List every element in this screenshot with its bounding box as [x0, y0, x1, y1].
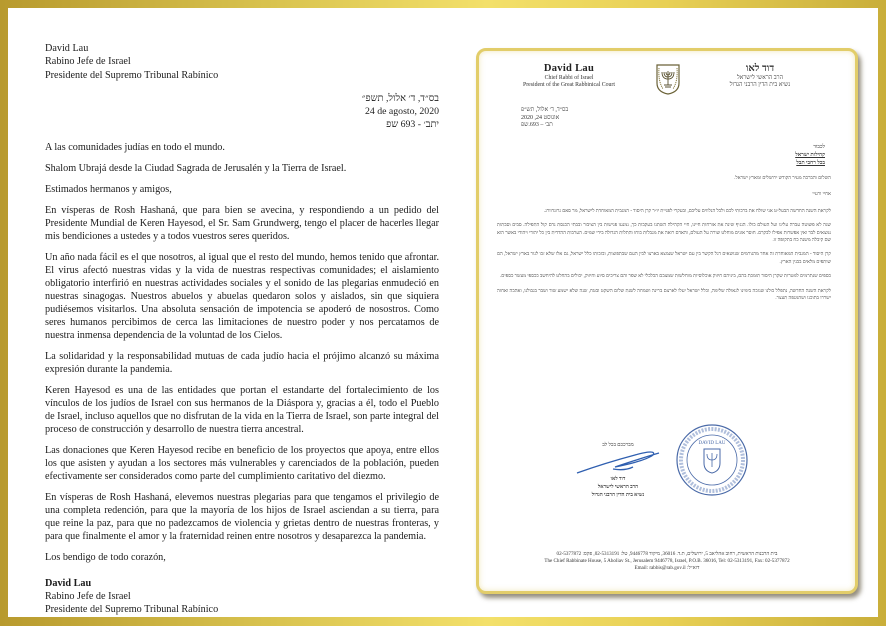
original-salutation: אחיי ורעיי — [812, 192, 831, 198]
body-paragraph: En vísperas de Rosh Hashaná, que para bien se avecina, y respondiendo a un pedido del Presidente Mundial de Keren Hayesod, el Sr. Sam Grundwerg, tengo el placer de hacerles llegar mis bendiciones a ustedes y a todos vuestros seres queridos. — [45, 204, 439, 242]
addressee-line: קהילות ישראל — [795, 152, 825, 158]
hebrew-date: בס״ד, ד׳ אלול, תשפ״ — [361, 92, 439, 104]
original-date-line: תב׳ – 693.שפ — [521, 122, 553, 129]
original-paragraph: לקראת השנה החדשה, נתפלל כולנו שנזכה בימינו לגאולה שלימה, וכלל ישראל יעלו לארצם ברינה ושמחה לשנת שלום השקט ובטח, שנה שלא ישמע שוד ושבר בגבולנו, ואהבה ואחוה ישררו בתוכנו ושהמגפה תעצר. — [497, 288, 831, 302]
official-seal-icon — [675, 423, 749, 497]
signature-block — [45, 577, 439, 617]
original-paragraph: קרן היסוד - המגבית המאוחדת זה אחד מהגורמים שנושאים דגל הקשר בין עם ישראל שנמצא בארצו לבין העם שבתפוצות, ובזכותו כלל ישראל, גם אלו שלא זכו לגור בארץ ישראל, הם שותפים מלאים בבנין הארץ. — [497, 252, 831, 265]
signature-name: David Lau — [45, 577, 92, 589]
footer-email: Email: rabbis@rab.gov.il :דוא״ל — [634, 565, 700, 572]
original-paragraph: שנה לא פשוטה עברה עלינו ועל העולם כולו. הנגיף שינה את אורחות חיינו, חיי הקהילה השתנו בעקבות כך, נמנעו פגישות בין הציבור ובבתי הכנסת נדם קול התפילה. סבים וסבתות נמצאים לבד ואין אפשרות אפילו לבקרם. חוסר אונים מוחלט שורה על העולם, והאדם רואה את מגבלות כוחו והתלות הגדולה בידי שמים. הערבות ההדדית בין כל יהודי ויהודי באשר הוא שם קיבלה משנה כח בתקופה זו. — [497, 223, 831, 244]
signature-line-he: נשיא בית הדין הרבני הגדול — [591, 492, 645, 498]
original-paragraph: לקראת השנה החדשה הבעל״ט אני שולח את ברכותי לכם ולכל הנלווים עליכם, ובעקרי לפניית יו״ר קרן היסוד - המגבית המאוחדת לישראל, מר סאם גרונדוורג. — [544, 208, 831, 214]
menorah-emblem-icon — [655, 63, 681, 95]
letterhead-title: Chief Rabbi of Israel — [544, 75, 594, 81]
body-paragraph: Keren Hayesod es una de las entidades que portan el estandarte del fortalecimiento de los vínculos de los judíos de Israel con sus hermanos de la Diáspora y, gracias a él, todo el Pueblo de Israel, incluso aquellos que no disfrutan de la vida en la Tierra de Israel, son parte integral del proceso de construcción y desarrollo de nuestra tierra ancestral. — [45, 384, 439, 435]
sender-block — [45, 42, 439, 82]
letterhead-hebrew — [705, 63, 815, 90]
original-signature — [563, 441, 673, 499]
letterhead-position: President of the Great Rabbinical Court — [523, 82, 615, 89]
gregorian-date: 24 de agosto, 2020 — [364, 106, 439, 118]
signature-line-he: דוד לאו — [610, 476, 626, 482]
salutation: Estimados hermanos y amigos, — [45, 183, 172, 195]
blessing-line: מברככם בכל לב — [602, 442, 634, 448]
original-body — [497, 175, 831, 309]
addressee-line: בכל רחבי תבל — [796, 160, 825, 166]
spanish-letter — [45, 42, 439, 617]
body-paragraph: En vísperas de Rosh Hashaná, elevemos nuestras plegarias para que tengamos el privilegio de una completa redención, para que la mayoría de los hijos de Israel asciendan a su tierra, para que reine la paz, para que no padezcamos de violencia y grietas dentro de nuestras fronteras, y para que finalmente el amor y la fraternidad reinen entre nosotros y desaparezca la pandemia. — [45, 491, 439, 542]
original-letter-image — [476, 48, 858, 594]
original-addressee — [795, 143, 825, 167]
letterhead-english — [509, 63, 629, 89]
original-date-line: 2020 ,24 אוגוסט — [521, 114, 560, 121]
original-paragraph: כספים שנתרמים למטרות שקרן היסוד תומכת בהם, ביניהם חיזוק אוכלוסיות מוחלשות שמצבם הכלכלי לא שפר והם צריכים סיוע וחיזוק, יכולים בהחלט להיחשב ככספי מעשר כספים. — [500, 274, 831, 280]
body-paragraph: La solidaridad y la responsabilidad mutuas de cada judío hacia el prójimo alcanzó su máxima expresión durante la pandemia. — [45, 350, 439, 375]
addressee-line: לכבוד — [813, 144, 825, 150]
sender-title: Rabino Jefe de Israel — [45, 56, 131, 68]
original-greeting: השלום והברכה מעיר הקודש ירושלים ומארץ ישראל. — [734, 176, 831, 181]
svg-text:DAVID LAU: DAVID LAU — [698, 441, 726, 446]
handwritten-signature-icon — [575, 449, 661, 475]
signature-title: Rabino Jefe de Israel — [45, 591, 131, 603]
greeting: Shalom Ubrajá desde la Ciudad Sagrada de Jerusalén y la Tierra de Israel. — [45, 162, 347, 174]
letterhead-title-he: הרב הראשי לישראל — [736, 75, 784, 81]
letterhead-name: David Lau — [543, 63, 595, 74]
letter-footer — [489, 551, 845, 573]
signature-position: Presidente del Supremo Tribunal Rabínico — [45, 604, 219, 616]
letterhead-name-he: דוד לאו — [745, 63, 775, 74]
footer-line-he: בית הרבנות הראשית, רחוב אהליאב 5, ירושלים, ת.ד. 36016, מיקוד 9446778, טל: 02-5313191, פקס: 02-5377872 — [556, 551, 778, 557]
original-date-block — [521, 107, 568, 130]
original-date-line: בס״ד, ד׳ אלול, תש״פ — [521, 107, 569, 113]
footer-line-en: The Chief Rabbinate House, 5 Aholiav St., Jerusalem 9446778, Israel, P.O.B. 36016, Tel: 02-5313191, Fax: 02-5377872 — [544, 558, 790, 565]
body-paragraph: Un año nada fácil es el que nosotros, al igual que el resto del mundo, hemos tenido que afrontar. El virus afectó nuestras vidas y la vida de nuestras respectivas comunidades; el aislamiento obligatorio interfirió en nuestras actividades sociales y el sonido de las plegarias enmudeció en nuestras sinagogas. Nuestros abuelos y abuelas quedaron solos y aislados, sin que siquiera pudiésemos visitarlos. Una absoluta sensación de impotencia se apoderó de nosostros. Como seres humanos percibimos de cerca las limitaciones de nuestro poder y nos percatamos de nuestra inmensa dependencia de la voluntad de los Cielos. — [45, 251, 439, 341]
closing: Los bendigo de todo corazón, — [45, 551, 166, 563]
reference-number: יתב׳ - 693 שפ — [386, 119, 439, 131]
letterhead-position-he: נשיא בית הדין הרבני הגדול — [729, 82, 791, 89]
sender-name: David Lau — [45, 43, 89, 54]
date-block — [45, 92, 439, 132]
signature-line-he: הרב הראשי לישראל — [597, 484, 639, 490]
addressee: A las comunidades judías en todo el mundo. — [45, 141, 225, 153]
sender-position: Presidente del Supremo Tribunal Rabínico — [45, 69, 219, 81]
body-paragraph: Las donaciones que Keren Hayesod recibe en beneficio de los proyectos que apoya, entre ellos los que asisten y ayudan a los sectores más vulnerables y carenciados de la población, pueden efectivamente ser considerados como parte del cumplimiento caritativo del diezmo. — [45, 444, 439, 482]
